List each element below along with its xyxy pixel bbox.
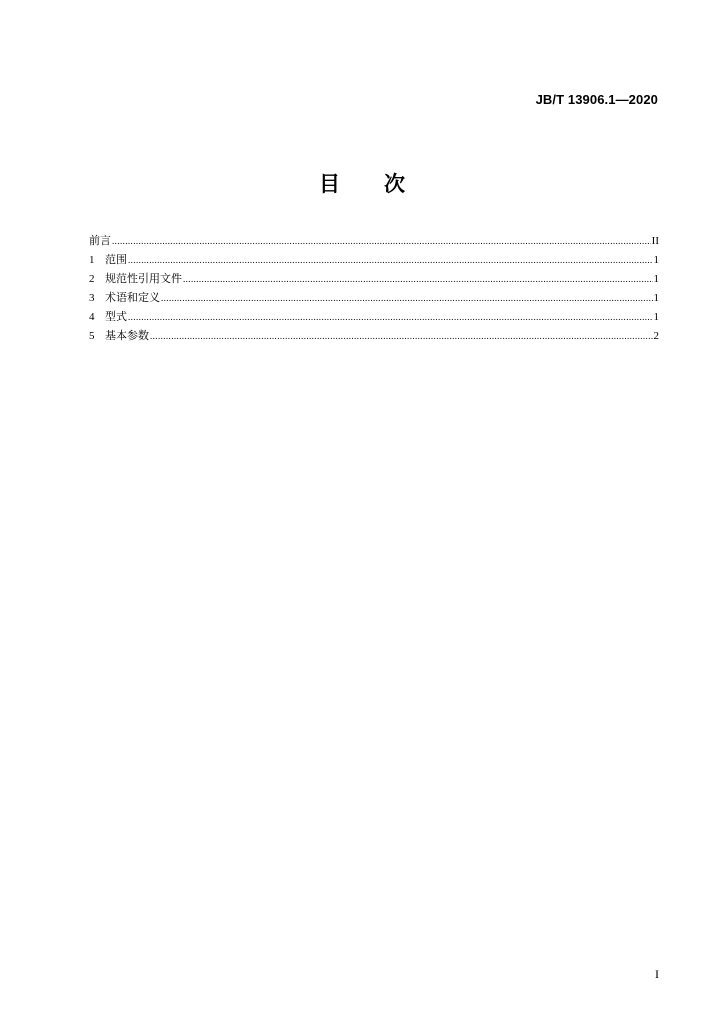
toc-list [89,231,659,345]
toc-item-basic-parameters[interactable] [89,326,659,345]
toc-item-terms-definitions[interactable] [89,288,659,307]
toc-leader [112,232,651,251]
toc-item-page: II [651,235,659,247]
toc-item-normative-references[interactable] [89,269,659,288]
toc-item-page: 2 [653,330,659,342]
toc-item-label: 术语和定义 [105,291,160,304]
toc-item-scope[interactable] [89,250,659,269]
toc-item-page: 1 [653,311,659,323]
toc-item-label: 前言 [89,234,111,247]
toc-item-number: 1 [89,254,95,266]
toc-item-number: 2 [89,273,95,285]
toc-leader [128,251,653,270]
toc-item-number: 4 [89,311,95,323]
toc-item-page: 1 [653,273,659,285]
standard-code: JB/T 13906.1—2020 [535,92,658,107]
toc-item-foreword[interactable] [89,231,659,250]
toc-leader [128,308,653,327]
toc-item-label: 规范性引用文件 [105,272,182,285]
toc-leader [150,327,653,346]
toc-item-page: 1 [653,292,659,304]
toc-leader [161,289,653,308]
toc-item-label: 基本参数 [105,329,149,342]
toc-title-part1: 目 [319,172,340,196]
toc-title-part2: 次 [384,172,405,196]
toc-title [0,168,724,198]
toc-item-page: 1 [653,254,659,266]
toc-item-number: 3 [89,292,95,304]
toc-item-label: 范围 [105,253,127,266]
page-number: I [655,967,659,981]
toc-leader [183,270,653,289]
toc-item-label: 型式 [105,310,127,323]
toc-item-number: 5 [89,330,95,342]
toc-item-types[interactable] [89,307,659,326]
